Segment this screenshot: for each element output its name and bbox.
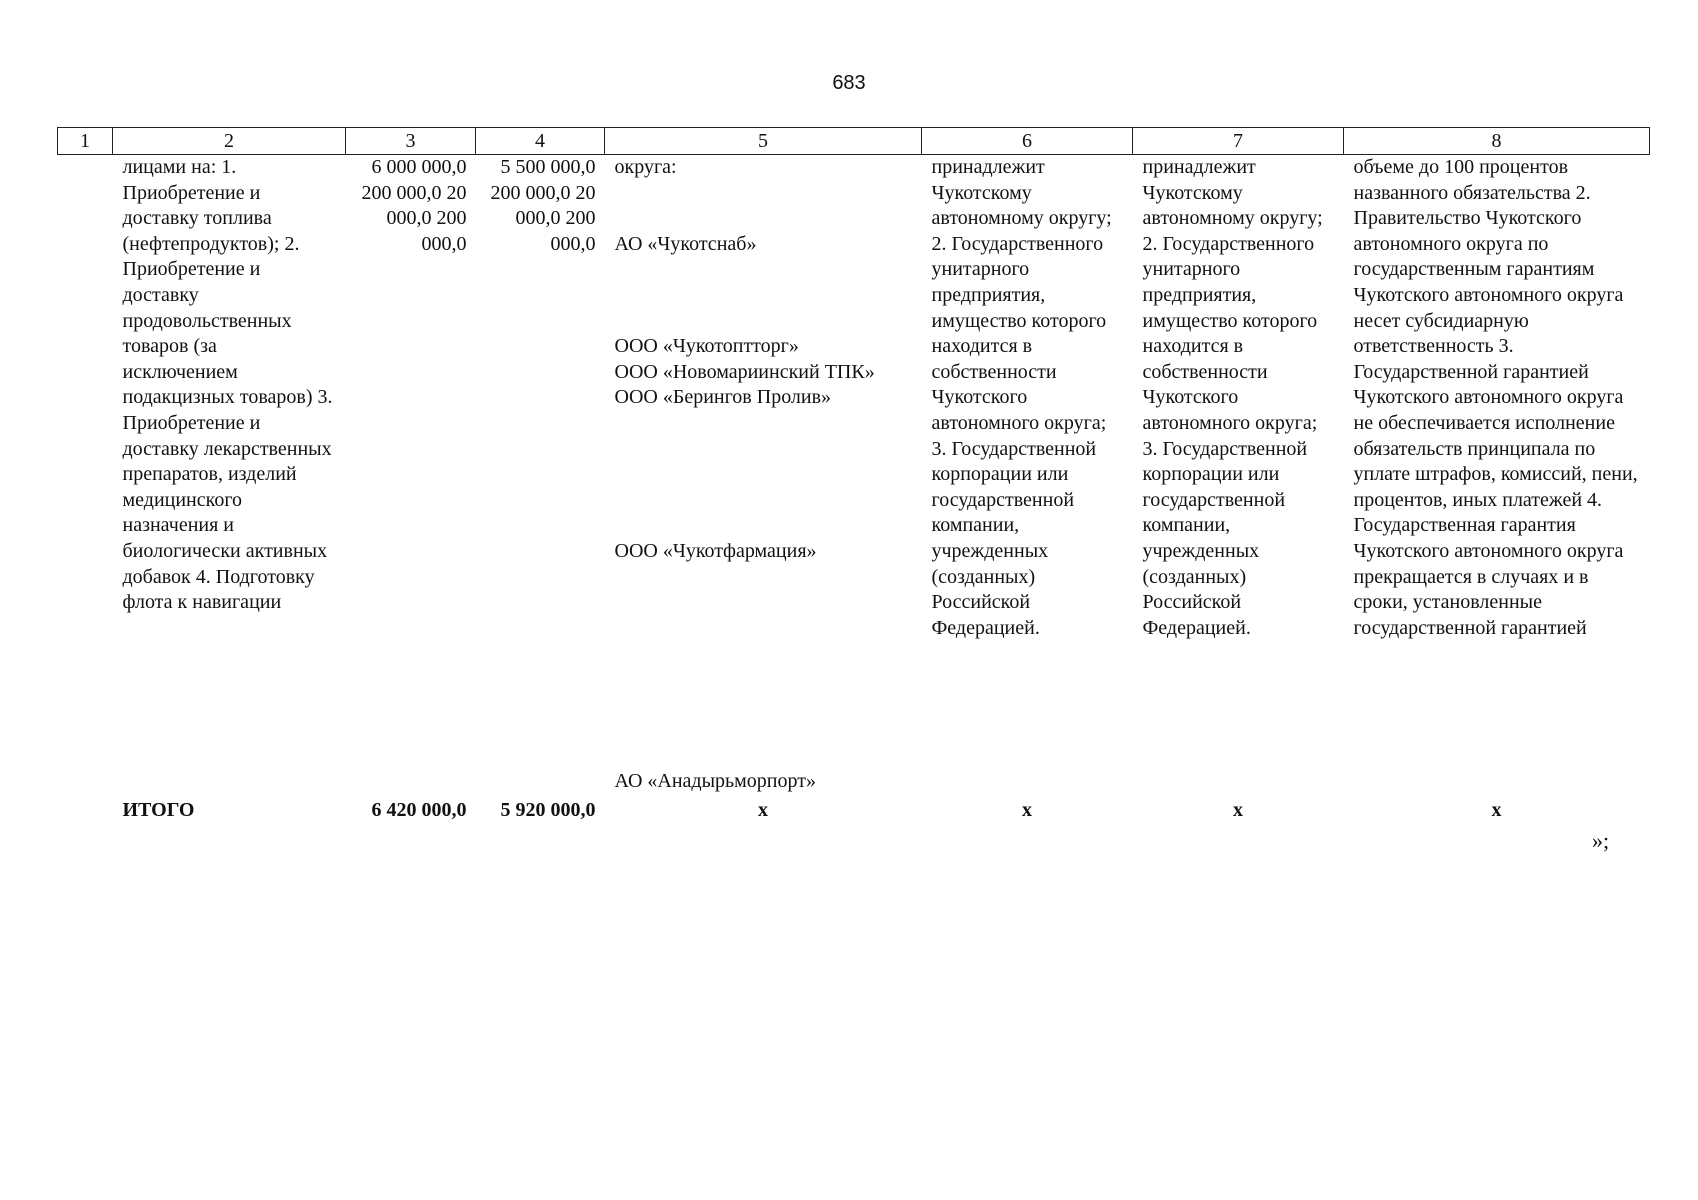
total-mark-col5: х (758, 798, 768, 821)
total-mark-col8: х (1491, 798, 1502, 821)
total-mark-col7: х (1233, 798, 1243, 821)
cell-col6-text: принадлежит Чукотскому автономному округу; 2. Государственного унитарного предприятия, имущество которого находится в собственности Чукотского автономного округа; 3. Государственной корпорации или государственной компании, учрежденных (созданных) Российской Федерацией. (931, 156, 1112, 639)
column-number-row (58, 128, 1650, 155)
guarantee-table (57, 127, 1650, 823)
column-header-6: 6 (922, 128, 1133, 155)
cell-principals: округа: АО «Чукотснаб» ООО «Чукотоптторг» ООО «Новомариинский ТПК» ООО «Берингов Пролив» ООО «Чукотфармация» АО «Анадырьморпорт» (614, 156, 875, 793)
cell-col7-text: принадлежит Чукотскому автономному округу; 2. Государственного унитарного предприятия, имущество которого находится в собственности Чукотского автономного округа; 3. Государственной корпорации или государственной компании, учрежденных (созданных) Российской Федерацией. (1142, 156, 1323, 639)
total-amount-col4: 5 920 000,0 (500, 798, 596, 821)
cell-purposes: лицами на: 1. Приобретение и доставку топлива (нефтепродуктов); 2. Приобретение и доставку продовольственных товаров (за исключением подакцизных товаров) 3. Приобретение и доставку лекарственных препаратов, изделий медицинского назначения и биологически активных добавок 4. Подготовку флота к навигации (122, 156, 333, 614)
column-header-4: 4 (476, 128, 605, 155)
total-row (58, 795, 1650, 823)
cell-col8-conditions: объеме до 100 процентов названного обязательства 2. Правительство Чукотского автономного округа по государственным гарантиям Чукотского автономного округа несет субсидиарную ответственность 3. Государственной гарантией Чукотского автономного округа не обеспечивается исполнение обязательств принципала по уплате штрафов, комиссий, пени, процентов, иных платежей 4. Государственная гарантия Чукотского автономного округа прекращается в случаях и в сроки, установленные государственной гарантией (1353, 156, 1638, 639)
column-header-3: 3 (346, 128, 476, 155)
column-header-5: 5 (605, 128, 922, 155)
column-header-1: 1 (58, 128, 113, 155)
cell-col1 (58, 155, 113, 795)
column-header-2: 2 (113, 128, 346, 155)
column-header-8: 8 (1344, 128, 1650, 155)
cell-amount-col4: 5 500 000,0 200 000,0 20 000,0 200 000,0 (490, 156, 596, 255)
column-header-7: 7 (1133, 128, 1344, 155)
cell-amount-col3: 6 000 000,0 200 000,0 20 000,0 200 000,0 (361, 156, 467, 255)
page-number: 683 (832, 72, 866, 94)
closing-quote-mark: »; (1592, 828, 1610, 853)
table-row (58, 155, 1650, 795)
total-cell-col1 (58, 795, 113, 823)
total-amount-col3: 6 420 000,0 (371, 798, 467, 821)
total-mark-col6: х (1022, 798, 1032, 821)
total-label: ИТОГО (122, 798, 195, 821)
